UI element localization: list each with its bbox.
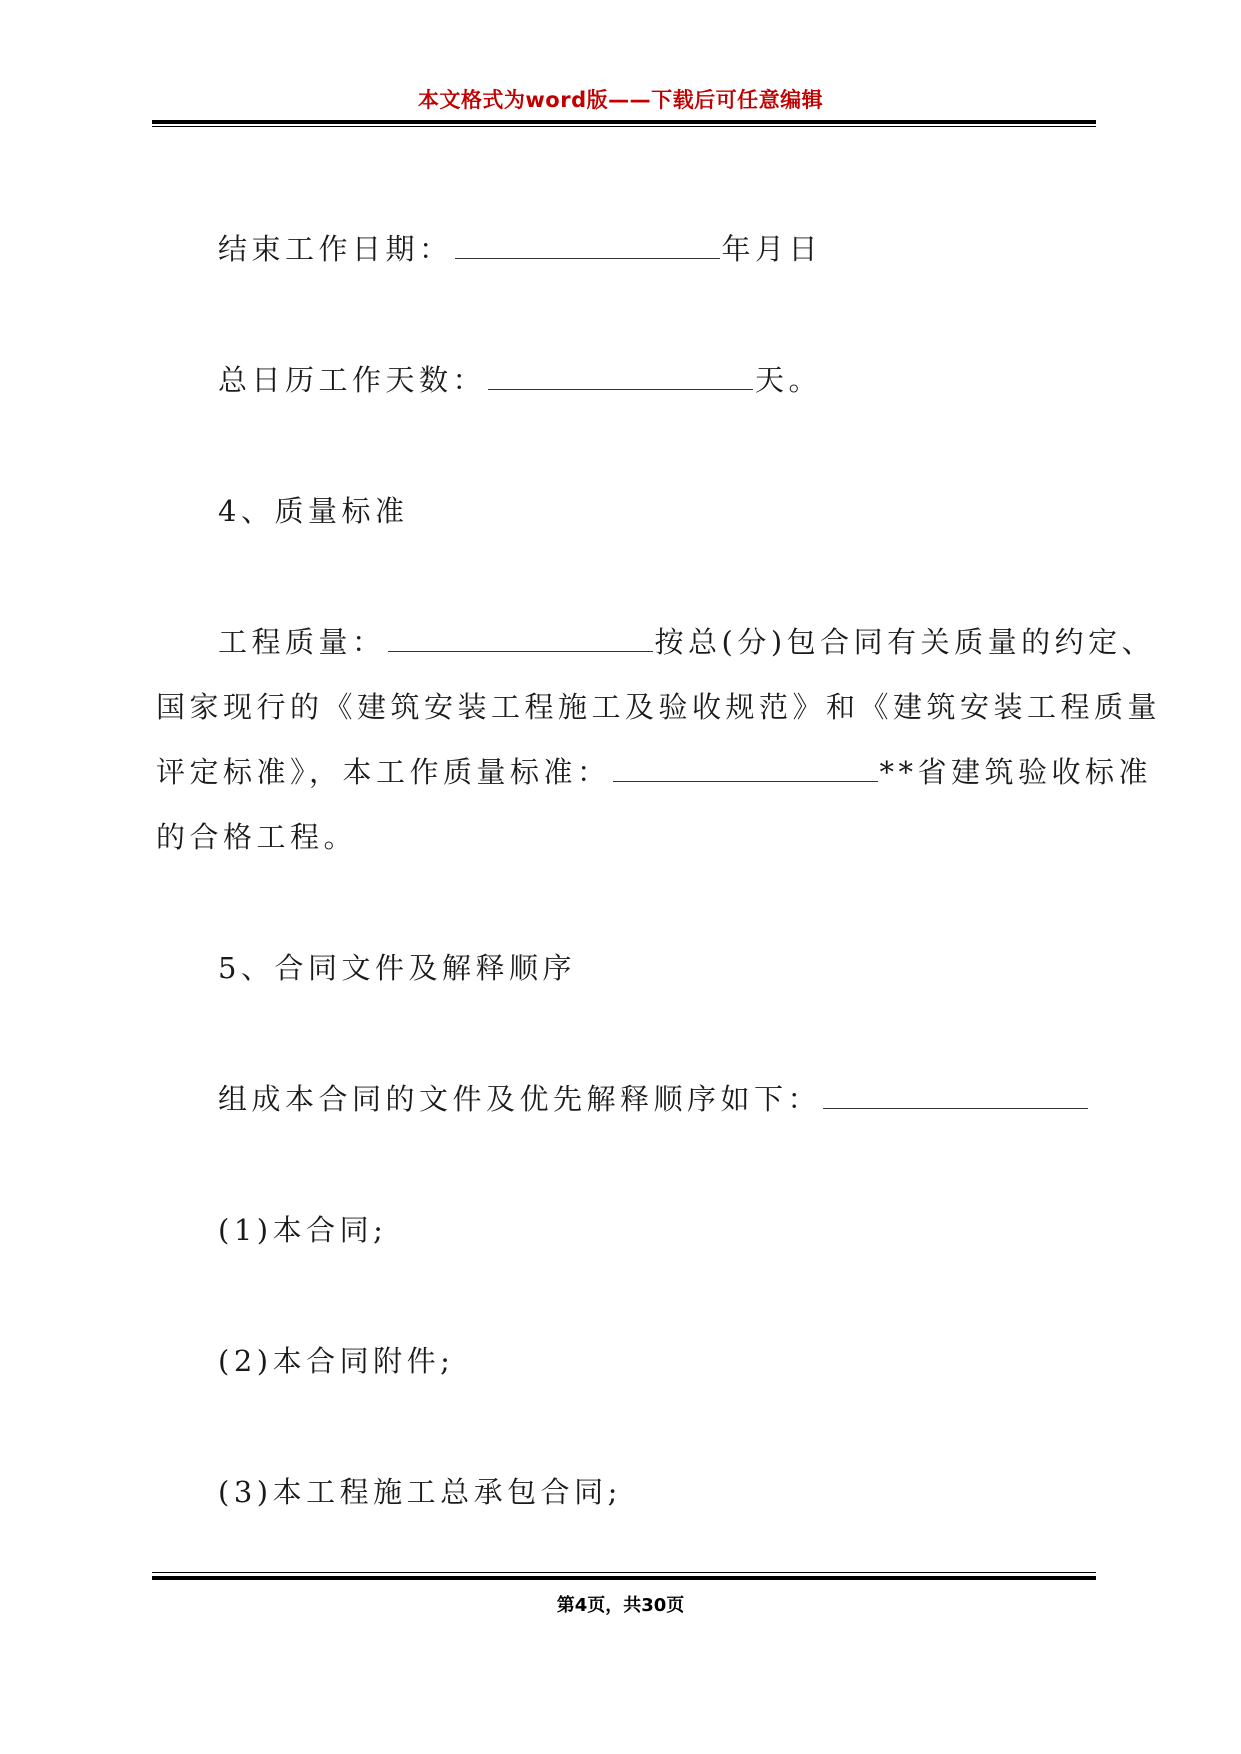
- total-days-suffix: 天。: [755, 363, 823, 397]
- footer-rule-thick: [152, 1576, 1096, 1580]
- quality-line-4: 的合格工程。: [156, 820, 358, 854]
- section5-intro-line: [218, 1079, 1090, 1119]
- quality-blank: [388, 625, 653, 652]
- total-days-blank: [488, 363, 753, 390]
- quality-standard-blank: [613, 755, 878, 782]
- header-rule-thin: [152, 126, 1096, 127]
- end-date-label: 结束工作日期：: [218, 232, 453, 266]
- end-date-line: [218, 229, 822, 269]
- footer-rule-thin: [152, 1572, 1096, 1573]
- quality-line3-suffix: **省建筑验收标准: [879, 755, 1153, 789]
- quality-line3-prefix: 评定标准》，本工作质量标准：: [156, 755, 611, 789]
- section5-intro-blank: [823, 1082, 1088, 1109]
- quality-line1-suffix: 按总(分)包合同有关质量的约定、: [654, 625, 1156, 659]
- header-banner: 本文格式为word版——下载后可任意编辑: [417, 88, 824, 112]
- page-number: 第4页，共30页: [556, 1595, 685, 1616]
- list-item: (3)本工程施工总承包合同;: [218, 1475, 622, 1509]
- quality-line-2: 国家现行的《建筑安装工程施工及验收规范》和《建筑安装工程质量: [156, 690, 1162, 724]
- end-date-suffix: 年月日: [721, 232, 823, 266]
- section4-heading: 4、质量标准: [218, 494, 409, 528]
- quality-line-1: [218, 622, 1155, 662]
- total-days-line: [218, 360, 822, 400]
- section5-intro: 组成本合同的文件及优先解释顺序如下：: [218, 1082, 822, 1116]
- end-date-blank: [455, 232, 720, 259]
- section5-heading: 5、合同文件及解释顺序: [218, 951, 576, 985]
- quality-label: 工程质量：: [218, 625, 386, 659]
- list-item: (1)本合同;: [218, 1213, 388, 1247]
- list-item: (2)本合同附件;: [218, 1344, 455, 1378]
- header-rule-thick: [152, 120, 1096, 124]
- quality-line-3: [156, 752, 1152, 792]
- total-days-label: 总日历工作天数：: [218, 363, 487, 397]
